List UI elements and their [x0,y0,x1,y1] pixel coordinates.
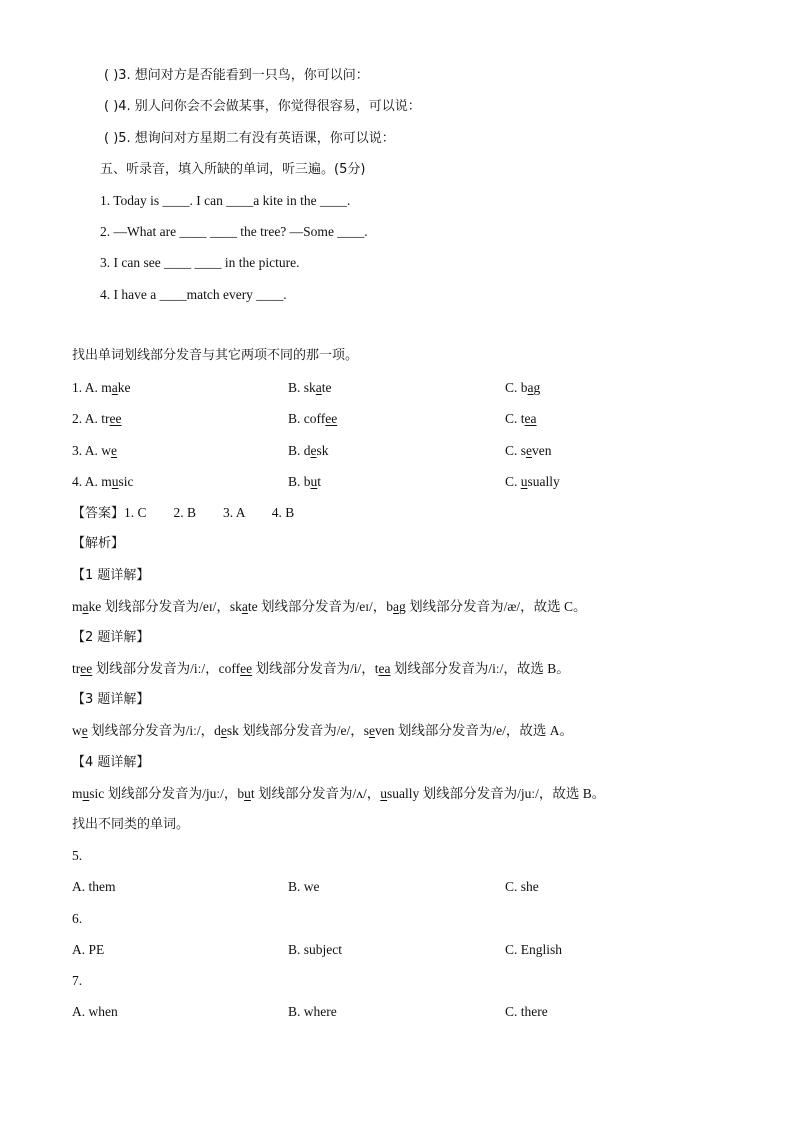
option-c: C. there [505,1004,548,1019]
option-c: C. tea [505,411,537,426]
option-a: 4. A. music [72,474,134,489]
option-b: B. we [288,879,320,894]
option-a: 1. A. make [72,380,131,395]
question-number: 6. [72,911,83,926]
answer-line [72,504,294,523]
fill-blank-item: 1. Today is ____. I can ____a kite in the ____. [100,193,351,208]
answer-label: 【答案】 [72,506,125,521]
option-b: B. desk [288,443,329,458]
phonics-instruction: 找出单词划线部分发音与其它两项不同的那一项。 [72,348,359,363]
question-number: 5. [72,848,83,863]
detail-text: tree 划线部分发音为/iː/，coffee 划线部分发音为/i/，tea 划线部分发音为/iː/，故选 B。 [72,661,570,676]
detail-label: 【1 题详解】 [72,568,150,583]
option-b: B. where [288,1004,337,1019]
fill-blank-item: 4. I have a ____match every ____. [100,287,287,302]
option-b: B. coffee [288,411,338,426]
detail-label: 【2 题详解】 [72,630,150,645]
option-a: A. PE [72,942,105,957]
option-a: A. when [72,1004,118,1019]
detail-text: make 划线部分发音为/eɪ/，skate 划线部分发音为/eɪ/，bag 划线部分发音为/æ/，故选 C。 [72,599,587,614]
analysis-label: 【解析】 [72,536,125,551]
answer-values: 1. C 2. B 3. A 4. B [124,505,295,520]
option-a: 2. A. tree [72,411,122,426]
detail-label: 【4 题详解】 [72,755,150,770]
option-c: C. seven [505,443,552,458]
fill-blank-item: 3. I can see ____ ____ in the picture. [100,255,300,270]
option-b: B. but [288,474,322,489]
option-c: C. usually [505,474,560,489]
detail-text: we 划线部分发音为/iː/，desk 划线部分发音为/e/，seven 划线部分发音为/e/，故选 A。 [72,723,574,738]
question-3-prompt: ( )3. 想问对方是否能看到一只鸟，你可以问： [104,68,369,83]
option-a: 3. A. we [72,443,118,458]
question-4-prompt: ( )4. 别人问你会不会做某事，你觉得很容易，可以说： [104,99,421,114]
section-5-heading: 五、听录音，填入所缺的单词，听三遍。(5分) [100,162,366,177]
option-a: A. them [72,879,116,894]
option-b: B. subject [288,942,342,957]
option-b: B. skate [288,380,332,395]
option-c: C. bag [505,380,541,395]
option-c: C. English [505,942,563,957]
category-instruction: 找出不同类的单词。 [72,817,190,832]
question-5-prompt: ( )5. 想询问对方星期二有没有英语课，你可以说： [104,131,395,146]
question-number: 7. [72,973,83,988]
fill-blank-item: 2. —What are ____ ____ the tree? —Some ____. [100,224,368,239]
detail-text: music 划线部分发音为/juː/，but 划线部分发音为/ʌ/，usually 划线部分发音为/juː/，故选 B。 [72,786,606,801]
detail-label: 【3 题详解】 [72,692,150,707]
option-c: C. she [505,879,539,894]
